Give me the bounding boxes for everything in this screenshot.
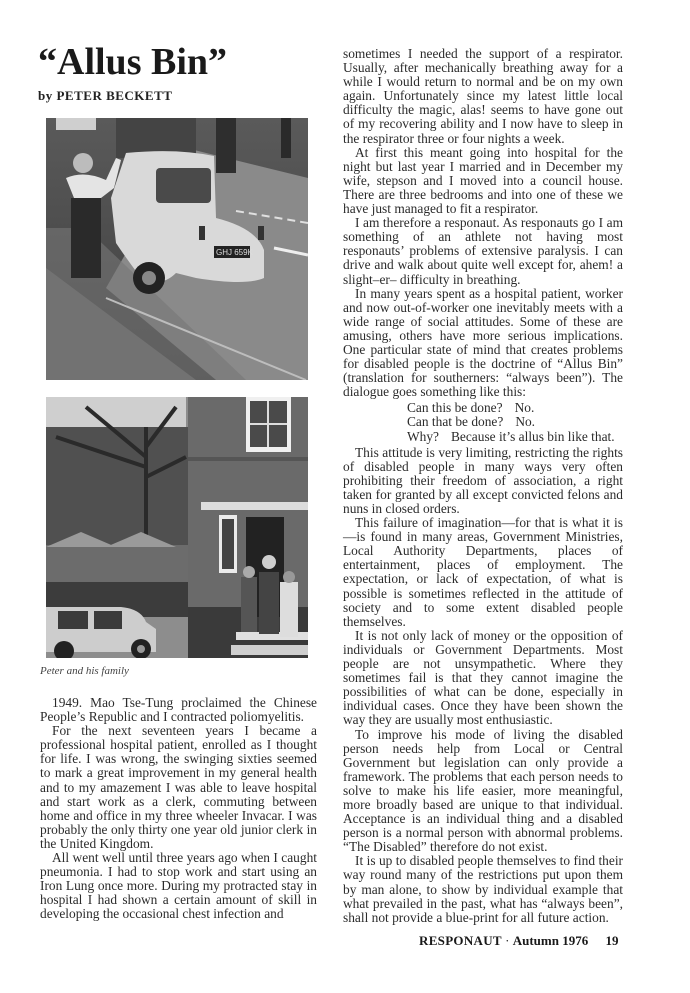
byline [38, 88, 172, 104]
paragraph: sometimes I needed the support of a respirator. Usually, after mechanically breathing away for a while I would return to normal and be on my own again. Unfortunately since my latest little local difficulty the magic, alas! seems to have gone out of my recovering ability and I now have to sleep in the respirator three or four nights a week. [343, 46, 623, 146]
paragraph: I am therefore a responaut. As responauts go I am something of an athlete not having most responauts’ problems of extensive paralysis. I can drive and walk about quite well except for, ahem! a slight–er– difficulty in breathing. [343, 215, 623, 287]
paragraph: It is up to disabled people themselves to find their way round many of the restrictions put upon them by man alone, to show by individual example that what prevailed in the past, what has “always been”, shall not provide a blue-print for all future action. [343, 853, 623, 925]
dialogue-question: Can this be done? [407, 400, 503, 416]
dialogue-line [407, 415, 623, 429]
photo-family-at-house [46, 397, 308, 658]
dialogue-line [407, 401, 623, 415]
byline-prefix: by [38, 88, 53, 103]
paragraph: To improve his mode of living the disabled person needs help from Local or Central Government but legislation can only provide a framework. The problems that each person needs to solve to make his life easier, more meaningful, more broadly based are unique to that individual. Acceptance is an individual thing and a disabled person is a normal person with abnormal problems. “The Disabled” therefore do not exist. [343, 726, 623, 855]
paragraph: At first this meant going into hospital for the night but last year I married and in December my wife, stepson and I moved into a council house. There are three bedrooms and into one of these we have just managed to fit a respirator. [343, 144, 623, 217]
page-footer [419, 933, 618, 949]
photo-caption: Peter and his family [40, 665, 129, 677]
left-column [40, 696, 317, 922]
issue-date: Autumn 1976 [512, 933, 589, 948]
dialogue-answer: No. [515, 414, 536, 430]
paragraph: This failure of imagination—for that is what it is—is found in many areas, Government Ministries, Local Authority Departments, places of entertainment, places of employment. The expectation, or lack of expectation, of what is possible is sometimes reflected in the attitude of society and to some extent disabled people themselves. [343, 515, 623, 629]
dialogue-question: Can that be done? [407, 414, 504, 430]
author-name: PETER BECKETT [56, 88, 173, 103]
dialogue-block [407, 401, 623, 443]
paragraph: 1949. Mao Tse-Tung proclaimed the Chinese People’s Republic and I contracted poliomyelitis. [40, 695, 317, 725]
paragraph: It is not only lack of money or the opposition of individuals or Government Departments. Most people are not unsympathetic. Where they sometimes fail is that they cannot imagine the possibilities of what can be done, especially in individual cases. Once they have been shown the way they are usually most enthusiastic. [343, 627, 623, 728]
magazine-name: RESPONAUT [419, 933, 502, 948]
dialogue-line [407, 430, 623, 444]
article-title: “Allus Bin” [38, 41, 228, 83]
photo-man-with-invacar [46, 118, 308, 380]
paragraph: In many years spent as a hospital patient, worker and now out-of-worker one inevitably meets with a wide range of social attitudes. Some of these are amusing, others have more serious implications. One particular state of mind that creates problems for disabled people is the doctrine of “Allus Bin” (translation for southerners: “always been”). The dialogue goes something like this: [343, 285, 623, 400]
paragraph: This attitude is very limiting, restricting the rights of disabled people in many ways very often prohibiting their freedom of association, a right taken for granted by all except convicted felons and nuns in closed orders. [343, 444, 623, 516]
paragraph: For the next seventeen years I became a professional hospital patient, enrolled as I thought for life. I was wrong, the swinging sixties seemed to mark a great improvement in my general health and to my amazement I was able to leave hospital and start work as a clerk, commuting between home and office in my three wheeler Invacar. I was probably the only thirty one year old junior clerk in the United Kingdom. [40, 723, 317, 851]
right-column [343, 47, 623, 925]
dialogue-answer: Because it’s allus bin like that. [450, 428, 615, 444]
paragraph: All went well until three years ago when I caught pneumonia. I had to stop work and start using an Iron Lung once more. During my protracted stay in hospital I had shown a certain amount of skill in developing the occasional chest infection and [40, 850, 317, 922]
licence-plate: GHJ 659K [216, 248, 253, 257]
dialogue-answer: No. [514, 400, 535, 416]
footer-separator: · [505, 933, 510, 948]
page-number: 19 [605, 933, 619, 948]
dialogue-question: Why? [407, 428, 439, 444]
